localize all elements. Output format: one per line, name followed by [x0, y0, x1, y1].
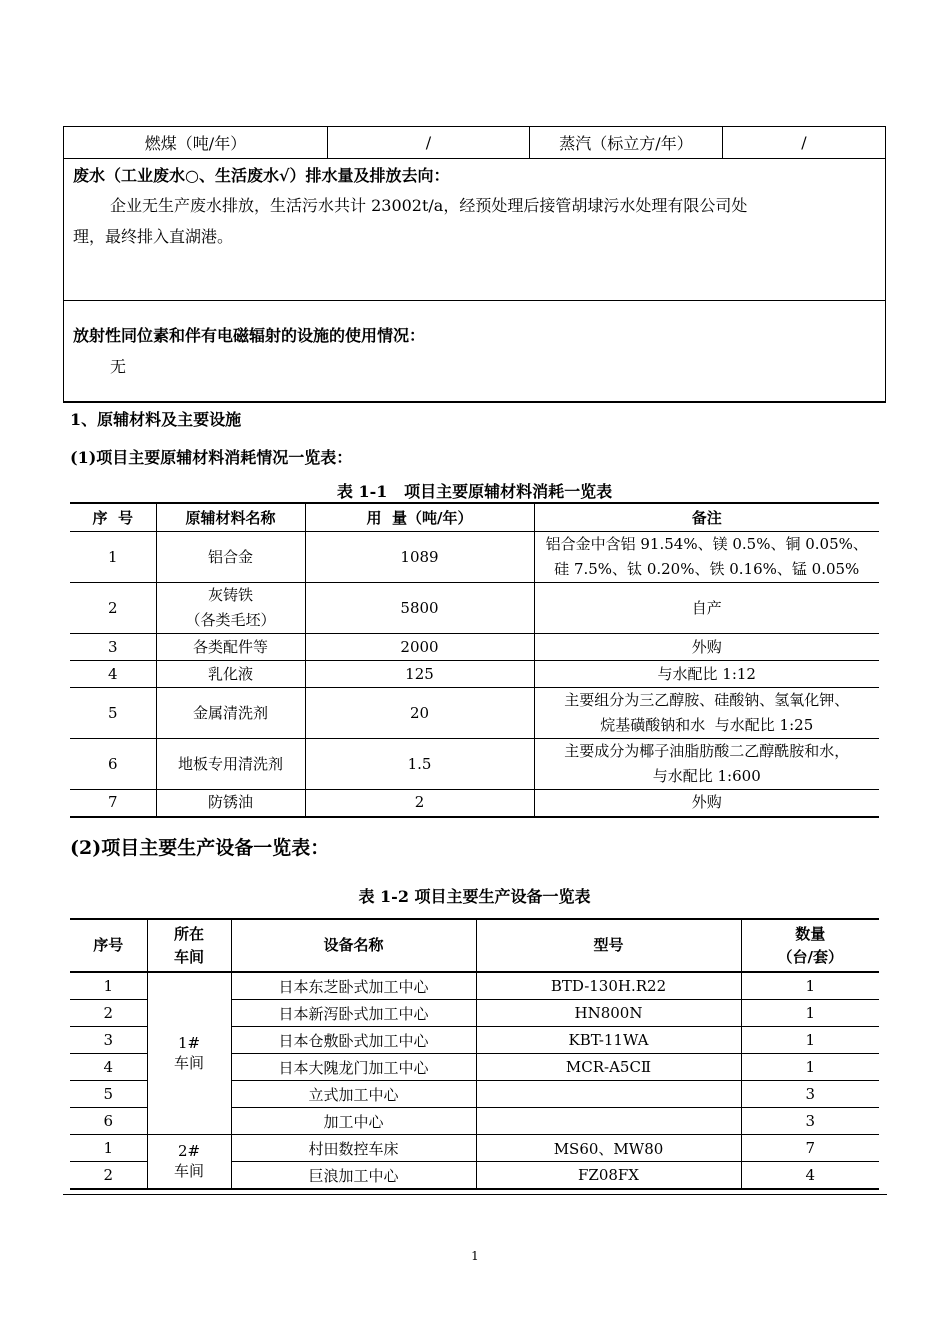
cell-note [534, 532, 879, 583]
cell-name [156, 583, 305, 634]
wastewater-heading: 废水（工业废水○、生活废水√）排水量及排放去向： [73, 166, 450, 185]
table-header-row [70, 503, 879, 532]
col-header-model: 型号 [476, 919, 741, 972]
steam-value: / [801, 133, 807, 152]
cell-no: 3 [70, 634, 156, 661]
cell-name: 日本新泻卧式加工中心 [231, 1000, 476, 1027]
cell-amount: 125 [305, 661, 534, 688]
cell-qty: 4 [805, 1166, 816, 1184]
cell-name: 各类配件等 [156, 634, 305, 661]
cell-model: HN800N [476, 1000, 741, 1027]
name-line: （各类毛坯） [185, 611, 276, 629]
header-line: 车间 [173, 947, 204, 966]
cell-no: 4 [70, 661, 156, 688]
cell-amount: 2 [305, 790, 534, 817]
workshop-line: 1# [177, 1034, 201, 1052]
col-header-no: 序号 [70, 919, 147, 972]
cell-qty: 1 [741, 972, 879, 1000]
col-header-name: 原辅材料名称 [156, 503, 305, 532]
cell-name: 日本东芝卧式加工中心 [231, 972, 476, 1000]
header-line: 所在 [173, 924, 204, 943]
table1-caption: 表 1-1 项目主要原辅材料消耗一览表 [336, 482, 613, 501]
radiation-heading: 放射性同位素和伴有电磁辐射的设施的使用情况： [73, 326, 426, 345]
cell-no: 2 [70, 1000, 147, 1027]
cell-name: 立式加工中心 [231, 1081, 476, 1108]
box-divider [64, 300, 885, 301]
wastewater-text-line1: 企业无生产废水排放，生活污水共计 23002t/a，经预处理后接管胡埭污水处理有限公司处 [110, 196, 748, 215]
note-line: 铝合金中含铝 91.54%、镁 0.5%、铜 0.05%、 [545, 535, 868, 553]
section-heading: 1、原辅材料及主要设施 [70, 410, 242, 429]
note-line: 主要组分为三乙醇胺、硅酸钠、氢氧化钾、 [564, 691, 850, 709]
note-line: 与水配比 1:600 [652, 767, 761, 785]
cell-note: 自产 [534, 583, 879, 634]
cell-no: 2 [70, 1162, 147, 1190]
workshop-line: 2# [177, 1142, 201, 1160]
cell-name: 村田数控车床 [231, 1135, 476, 1162]
cell-model [476, 1081, 741, 1108]
cell-no: 5 [70, 688, 156, 739]
cell-name: 铝合金 [156, 532, 305, 583]
cell-no: 1 [70, 532, 156, 583]
table-row [70, 532, 879, 583]
cell-workshop [147, 1135, 231, 1190]
steam-label: 蒸汽（标立方/年） [530, 127, 723, 158]
cell-model: MCR-A5CⅡ [476, 1054, 741, 1081]
cell-no: 7 [70, 790, 156, 817]
table-row [70, 1135, 879, 1162]
cell-name: 金属清洗剂 [156, 688, 305, 739]
cell-amount: 1.5 [305, 739, 534, 790]
table2-bottom-rule [63, 1194, 887, 1195]
cell-qty: 1 [741, 1000, 879, 1027]
equipment-table [70, 918, 879, 1190]
cell-name: 日本仓敷卧式加工中心 [231, 1027, 476, 1054]
cell-name: 巨浪加工中心 [231, 1162, 476, 1190]
cell-amount: 2000 [305, 634, 534, 661]
table2-caption: 表 1-2 项目主要生产设备一览表 [358, 887, 591, 906]
col-header-note: 备注 [534, 503, 879, 532]
header-line: （台/套） [777, 947, 843, 966]
subsection-heading-equipment: (2)项目主要生产设备一览表： [70, 837, 330, 859]
cell-name: 加工中心 [231, 1108, 476, 1135]
cell-qty: 1 [741, 1054, 879, 1081]
col-header-amount: 用 量（吨/年） [305, 503, 534, 532]
page-number: 1 [471, 1249, 479, 1263]
cell-name: 防锈油 [156, 790, 305, 817]
name-line: 灰铸铁 [207, 586, 253, 604]
cell-amount: 1089 [305, 532, 534, 583]
emissions-info-box [63, 126, 886, 403]
radiation-text: 无 [110, 357, 127, 376]
cell-model: MS60、MW80 [476, 1135, 741, 1162]
cell-model [476, 1108, 741, 1135]
cell-model: BTD-130H.R22 [476, 972, 741, 1000]
table-row [70, 661, 879, 688]
cell-note [534, 739, 879, 790]
cell-no: 3 [70, 1027, 147, 1054]
wastewater-text-line2: 理，最终排入直湖港。 [73, 227, 234, 246]
materials-table [70, 502, 879, 818]
header-line: 数量 [795, 924, 826, 943]
col-header-workshop [147, 919, 231, 972]
cell-no: 5 [70, 1081, 147, 1108]
cell-amount: 5800 [305, 583, 534, 634]
cell-note [534, 688, 879, 739]
cell-no: 1 [70, 972, 147, 1000]
note-line: 主要成分为椰子油脂肪酸二乙醇酰胺和水， [564, 742, 850, 760]
cell-name: 乳化液 [156, 661, 305, 688]
cell-no: 6 [70, 739, 156, 790]
fuel-row [64, 127, 885, 159]
workshop-line: 车间 [173, 1162, 204, 1180]
cell-model: KBT-11WA [476, 1027, 741, 1054]
coal-value: / [328, 127, 530, 158]
cell-no: 2 [70, 583, 156, 634]
cell-name: 地板专用清洗剂 [156, 739, 305, 790]
cell-workshop [147, 972, 231, 1135]
cell-qty: 1 [741, 1027, 879, 1054]
note-line: 烷基磺酸钠和水 与水配比 1:25 [600, 716, 814, 734]
cell-qty: 3 [741, 1081, 879, 1108]
table-row [70, 583, 879, 634]
coal-label: 燃煤（吨/年） [64, 127, 328, 158]
note-line: 硅 7.5%、钛 0.20%、铁 0.16%、锰 0.05% [554, 560, 860, 578]
table-row [70, 688, 879, 739]
subsection-heading-materials: (1)项目主要原辅材料消耗情况一览表： [70, 448, 353, 467]
col-header-qty [741, 919, 879, 972]
cell-qty: 3 [741, 1108, 879, 1135]
cell-note: 与水配比 1:12 [534, 661, 879, 688]
workshop-line: 车间 [173, 1054, 204, 1072]
table-header-row [70, 919, 879, 972]
cell-no: 1 [70, 1135, 147, 1162]
cell-note: 外购 [534, 634, 879, 661]
cell-note: 外购 [691, 793, 722, 812]
cell-name: 日本大隗龙门加工中心 [231, 1054, 476, 1081]
col-header-name: 设备名称 [231, 919, 476, 972]
table-row [70, 739, 879, 790]
table-row [70, 972, 879, 1000]
table-row [70, 634, 879, 661]
col-header-no: 序 号 [70, 503, 156, 532]
cell-no: 6 [70, 1108, 147, 1135]
cell-amount: 20 [305, 688, 534, 739]
cell-qty: 7 [741, 1135, 879, 1162]
cell-no: 4 [70, 1054, 147, 1081]
cell-model: FZ08FX [476, 1162, 741, 1190]
table-row [70, 790, 879, 817]
